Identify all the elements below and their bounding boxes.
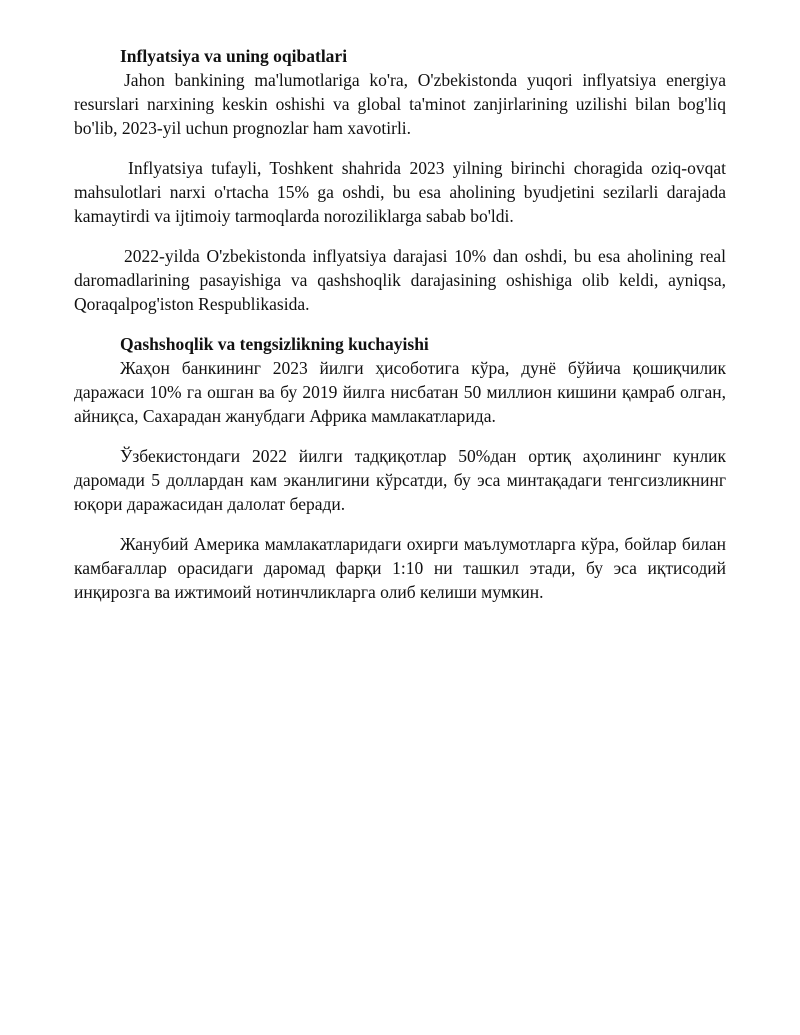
section-heading: Inflyatsiya va uning oqibatlari bbox=[120, 46, 348, 66]
section-poverty bbox=[74, 332, 726, 604]
section-heading: Qashshoqlik va tengsizlikning kuchayishi bbox=[120, 334, 429, 354]
paragraph: Жаҳон банкининг 2023 йилги ҳисоботига кўра, дунё бўйича қошиқчилик даражаси 10% га ошган ва бу 2019 йилга нисбатан 50 миллион кишини қамраб олган, айниқса, Сахарадан жанубдаги Африка мамлакатларида. bbox=[74, 358, 726, 426]
paragraph: Жанубий Америка мамлакатларидаги охирги маълумотларга кўра, бойлар билан камбағаллар орасидаги даромад фарқи 1:10 ни ташкил этади, бу эса иқтисодий инқирозга ва ижтимоий нотинчликларга олиб келиши мумкин. bbox=[74, 534, 726, 602]
paragraph: Jahon bankining ma'lumotlariga ko'ra, O'zbekistonda yuqori inflyatsiya energiya resurslari narxining keskin oshishi va global ta'minot zanjirlarining uzilishi bilan bog'liq bo'lib, 2023-yil uchun prognozlar ham xavotirli. bbox=[74, 70, 726, 138]
paragraph: 2022-yilda O'zbekistonda inflyatsiya darajasi 10% dan oshdi, bu esa aholining real daromadlarining pasayishiga va qashshoqlik darajasining oshishiga olib keldi, ayniqsa, Qoraqalpog'iston Respublikasida. bbox=[74, 246, 726, 314]
document-page bbox=[74, 44, 726, 604]
section-inflation bbox=[74, 44, 726, 316]
paragraph: Inflyatsiya tufayli, Toshkent shahrida 2023 yilning birinchi choragida oziq-ovqat mahsulotlari narxi o'rtacha 15% ga oshdi, bu esa aholining byudjetini sezilarli darajada kamaytirdi va ijtimoiy tarmoqlarda noroziliklarga sabab bo'ldi. bbox=[74, 158, 726, 226]
paragraph: Ўзбекистондаги 2022 йилги тадқиқотлар 50%дан ортиқ аҳолининг кунлик даромади 5 доллардан кам эканлигини кўрсатди, бу эса минтақадаги тенгсизликнинг юқори даражасидан далолат беради. bbox=[74, 446, 726, 514]
